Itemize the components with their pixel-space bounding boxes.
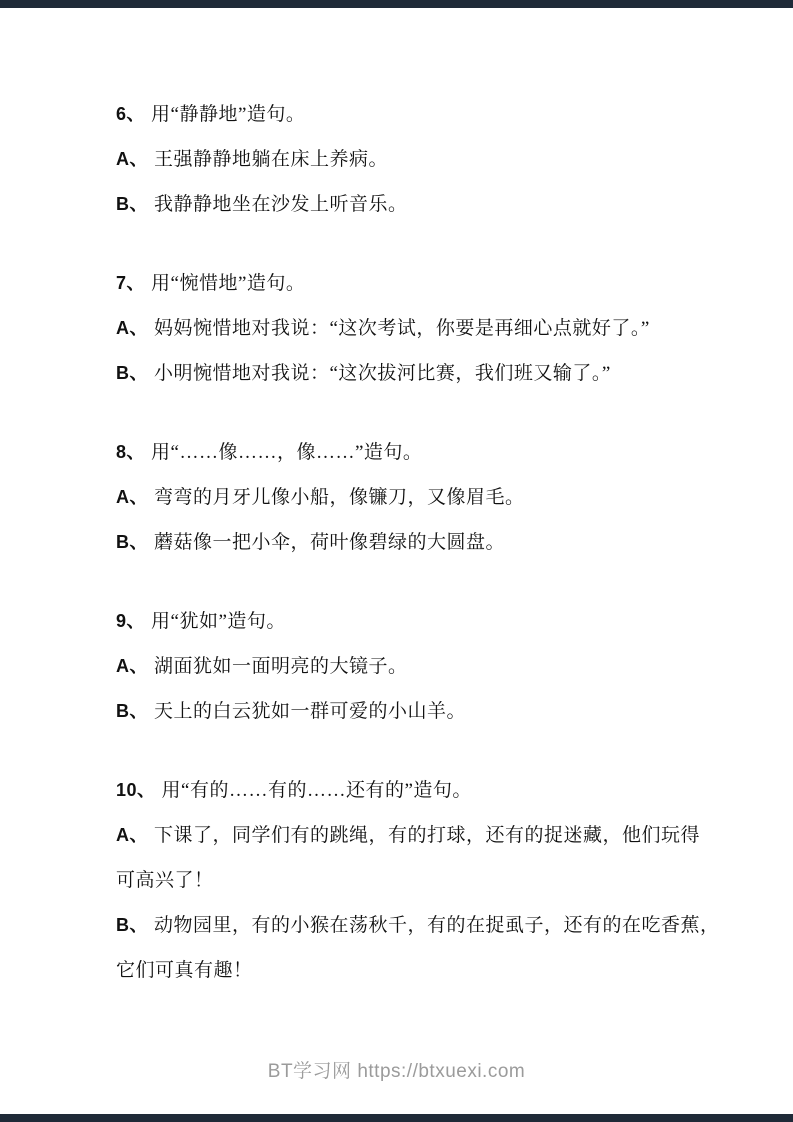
question-9 — [116, 599, 696, 734]
question-number: 8、 — [116, 442, 146, 462]
question-heading — [116, 261, 696, 306]
question-number: 9、 — [116, 611, 146, 631]
option-text: 动物园里，有的小猴在荡秋千，有的在捉虱子，还有的在吃香蕉， — [154, 915, 720, 936]
option-text: 妈妈惋惜地对我说：“这次考试，你要是再细心点就好了。” — [154, 318, 650, 339]
question-number: 6、 — [116, 104, 146, 124]
option-row — [116, 182, 696, 227]
footer-watermark — [0, 1058, 793, 1086]
question-7 — [116, 261, 696, 396]
worksheet-content — [116, 0, 720, 1027]
question-prompt: 用“有的……有的……还有的”造句。 — [161, 780, 472, 801]
option-row — [116, 689, 696, 734]
option-label: A、 — [116, 487, 148, 507]
option-text: 弯弯的月牙儿像小船，像镰刀，又像眉毛。 — [154, 487, 525, 508]
option-label: B、 — [116, 701, 148, 721]
option-text: 我静静地坐在沙发上听音乐。 — [154, 194, 408, 215]
option-label: A、 — [116, 149, 148, 169]
option-row — [116, 813, 701, 858]
option-row — [116, 644, 696, 689]
question-number: 7、 — [116, 273, 146, 293]
question-heading — [116, 430, 696, 475]
option-label: A、 — [116, 656, 148, 676]
question-heading — [116, 599, 696, 644]
option-label: A、 — [116, 318, 148, 338]
question-prompt: 用“犹如”造句。 — [151, 611, 286, 632]
option-row — [116, 137, 696, 182]
question-8 — [116, 430, 696, 565]
option-text-line2: 它们可真有趣！ — [116, 960, 253, 981]
question-number: 10、 — [116, 780, 156, 800]
option-text: 王强静静地躺在床上养病。 — [154, 149, 389, 170]
option-row — [116, 306, 696, 351]
option-text: 下课了，同学们有的跳绳，有的打球，还有的捉迷藏，他们玩得 — [154, 825, 701, 846]
option-label: A、 — [116, 825, 148, 845]
option-label: B、 — [116, 194, 148, 214]
option-row — [116, 475, 696, 520]
footer-site-url-text: BT学习网 https://btxuexi.com — [267, 1061, 526, 1082]
option-label: B、 — [116, 363, 148, 383]
question-prompt: 用“静静地”造句。 — [151, 104, 306, 125]
question-10 — [116, 768, 720, 993]
option-text: 小明惋惜地对我说：“这次拔河比赛，我们班又输了。” — [154, 363, 611, 384]
option-label: B、 — [116, 532, 148, 552]
option-text: 天上的白云犹如一群可爱的小山羊。 — [154, 701, 467, 722]
bottom-edge-bar — [0, 1114, 793, 1122]
option-text: 蘑菇像一把小伞，荷叶像碧绿的大圆盘。 — [154, 532, 506, 553]
question-prompt: 用“惋惜地”造句。 — [151, 273, 306, 294]
option-row — [116, 520, 696, 565]
option-text-line2: 可高兴了！ — [116, 870, 214, 891]
question-heading — [116, 92, 696, 137]
question-6 — [116, 92, 696, 227]
question-heading — [116, 768, 696, 813]
option-label: B、 — [116, 915, 148, 935]
option-text: 湖面犹如一面明亮的大镜子。 — [154, 656, 408, 677]
question-prompt: 用“……像……，像……”造句。 — [151, 442, 423, 463]
option-row — [116, 903, 720, 948]
option-row — [116, 351, 696, 396]
